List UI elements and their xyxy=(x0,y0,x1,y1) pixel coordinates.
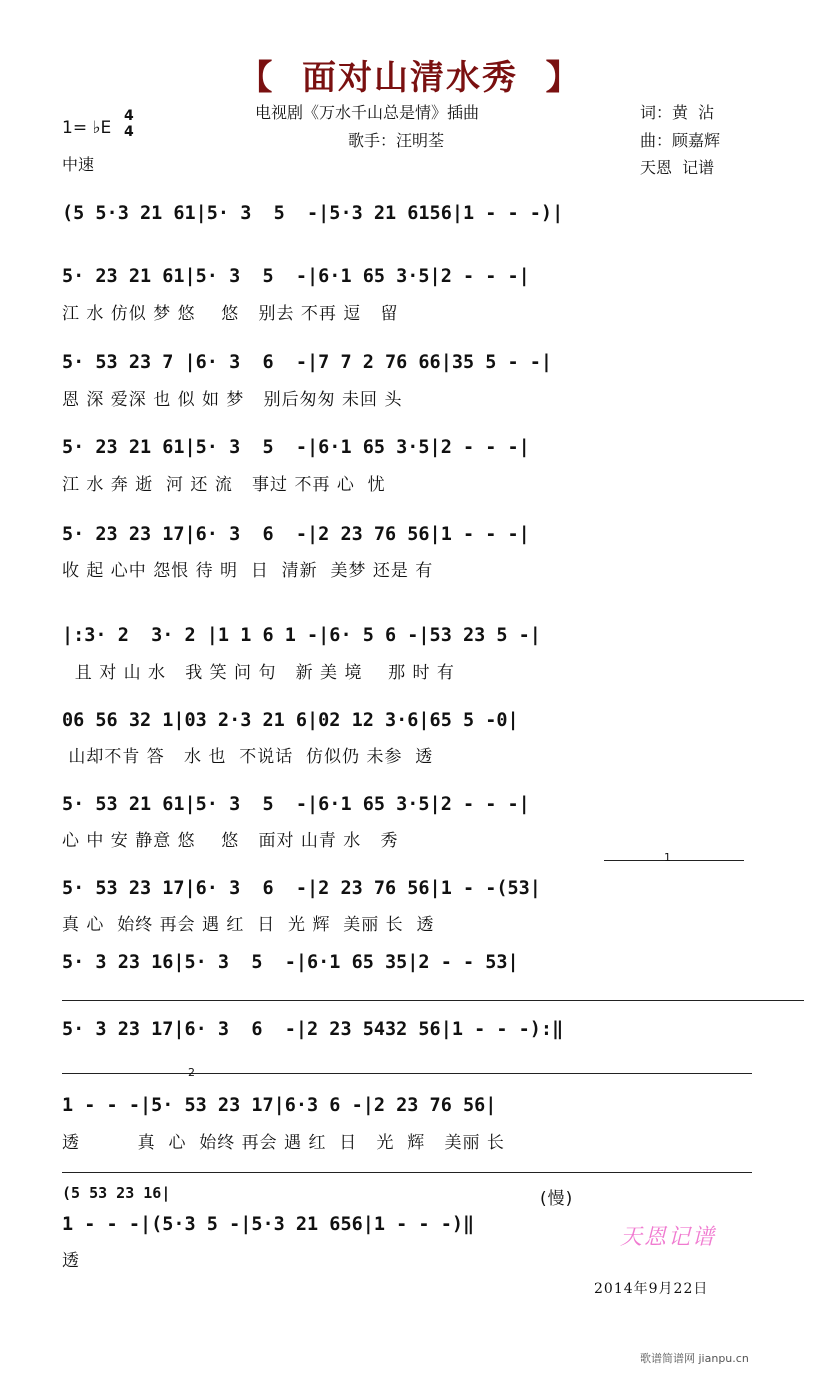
time-signature-top: 4 xyxy=(124,108,134,124)
score-line-13: 1 - - -|(5·3 5 -|5·3 21 656|1 - - -)‖ xyxy=(62,1214,475,1235)
tempo-slow: (慢) xyxy=(540,1189,574,1209)
score-line-4: 5· 23 21 61|5· 3 5 -|6·1 65 3·5|2 - - -| xyxy=(62,437,530,458)
lyrics-line-7: 山却不肯 答 水 也 不说话 仿似仍 未参 透 xyxy=(62,747,434,767)
score-line-2: 5· 23 21 61|5· 3 5 -|6·1 65 3·5|2 - - -| xyxy=(62,266,530,287)
song-title: 【 面对山清水秀 】 xyxy=(238,58,582,98)
score-line-5: 5· 23 23 17|6· 3 6 -|2 23 76 56|1 - - -| xyxy=(62,524,530,545)
volta-2-label: 2 xyxy=(188,1066,195,1079)
score-line-1: (5 5·3 21 61|5· 3 5 -|5·3 21 6156|1 - - -)| xyxy=(62,203,564,224)
subtitle: 电视剧《万水千山总是情》插曲 xyxy=(255,103,480,122)
lyrics-line-5: 收 起 心中 怨恨 待 明 日 清新 美梦 还是 有 xyxy=(62,561,434,581)
score-line-6: |:3· 2 3· 2 |1 1 6 1 -|6· 5 6 -|53 23 5 -| xyxy=(62,625,541,646)
section-divider xyxy=(62,1000,804,1001)
lyrics-line-4: 江 水 奔 逝 河 还 流 事过 不再 心 忧 xyxy=(62,475,386,495)
score-line-12: 1 - - -|5· 53 23 17|6·3 6 -|2 23 76 56| xyxy=(62,1095,497,1116)
key-signature: 1= ♭E xyxy=(62,118,112,138)
score-line-13-upper: (5 53 23 16| xyxy=(62,1184,171,1202)
lyrics-line-6: 且 对 山 水 我 笑 问 句 新 美 境 那 时 有 xyxy=(62,663,455,683)
transcriber-stamp: 天恩记谱 xyxy=(620,1225,717,1250)
lyrics-line-8: 心 中 安 静意 悠 悠 面对 山青 水 秀 xyxy=(62,831,399,851)
lyricist: 词：黄 沾 xyxy=(640,103,715,122)
transcriber: 天恩 记谱 xyxy=(640,158,715,177)
section-divider-2 xyxy=(62,1172,752,1173)
lyrics-line-2: 江 水 仿似 梦 悠 悠 别去 不再 逗 留 xyxy=(62,304,399,324)
singer: 歌手：汪明荃 xyxy=(348,131,445,150)
score-line-7: 06 56 32 1|03 2·3 21 6|02 12 3·6|65 5 -0| xyxy=(62,710,519,731)
score-line-8: 5· 53 21 61|5· 3 5 -|6·1 65 3·5|2 - - -| xyxy=(62,794,530,815)
volta-2-bracket xyxy=(62,1073,752,1074)
date: 2014年9月22日 xyxy=(594,1281,709,1297)
composer: 曲：顾嘉辉 xyxy=(640,131,721,150)
score-line-10: 5· 3 23 16|5· 3 5 -|6·1 65 35|2 - - 53| xyxy=(62,952,519,973)
score-line-11: 5· 3 23 17|6· 3 6 -|2 23 5432 56|1 - - -):‖ xyxy=(62,1019,564,1040)
footer-watermark: 歌谱简谱网 jianpu.cn xyxy=(640,1352,749,1365)
time-signature-bottom: 4 xyxy=(124,124,134,140)
lyrics-line-9: 真 心 始终 再会 遇 红 日 光 辉 美丽 长 透 xyxy=(62,915,435,935)
volta-1-label: 1 xyxy=(664,851,671,864)
score-line-9: 5· 53 23 17|6· 3 6 -|2 23 76 56|1 - -(53| xyxy=(62,878,541,899)
lyrics-line-3: 恩 深 爱深 也 似 如 梦 别后匆匆 未回 头 xyxy=(62,390,403,410)
lyrics-line-12: 透 真 心 始终 再会 遇 红 日 光 辉 美丽 长 xyxy=(62,1133,505,1153)
score-line-3: 5· 53 23 7 |6· 3 6 -|7 7 2 76 66|35 5 - -| xyxy=(62,352,553,373)
tempo: 中速 xyxy=(62,155,95,174)
volta-1-bracket xyxy=(604,860,744,861)
lyrics-line-13: 透 xyxy=(62,1251,80,1271)
